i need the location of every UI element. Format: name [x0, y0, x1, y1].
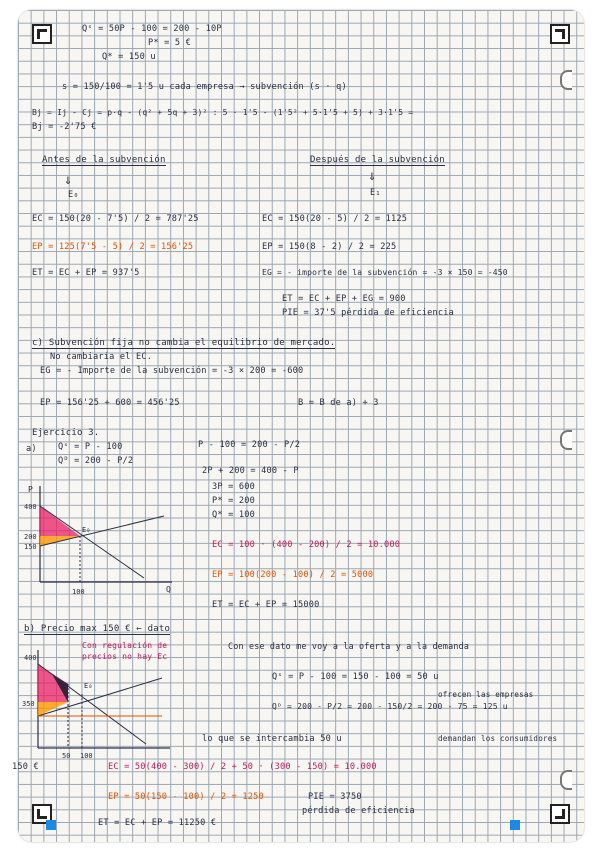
notebook-page [12, 10, 584, 842]
graph-a [24, 480, 174, 600]
blue-marker [46, 820, 56, 830]
pie-b-line: PIE = 3750 [308, 792, 362, 802]
tick-label: 200 [24, 533, 37, 541]
eq-solve-3: 3P = 600 [212, 482, 255, 492]
top-right-corner-mark [550, 24, 570, 44]
eq-solve-5: Q* = 100 [212, 510, 255, 520]
ep-3-line: EP = 100(200 - 100) / 2 = 5000 [212, 570, 374, 580]
ec-3-line: EC = 100 · (400 - 200) / 2 = 10.000 [212, 540, 401, 550]
supply-equation-line: Qˢ = 50P - 100 = 200 - 10P [82, 24, 222, 34]
eq-solve-2: 2P + 200 = 400 - P [202, 466, 299, 476]
binder-hole [560, 430, 572, 450]
eq-point-label: E₀ [82, 526, 91, 534]
eq-label: E₀ [68, 190, 79, 200]
price-eq-line: P* = 5 € [148, 38, 191, 48]
pie-b-note: pérdida de eficiencia [302, 806, 415, 816]
eq-solve-4: P* = 200 [212, 496, 255, 506]
producer-surplus-area [38, 702, 68, 716]
consumers-demand-note: demandan los consumidores [438, 734, 558, 743]
tick-label: 400 [24, 654, 37, 662]
pie-line: PIE = 37'5 pérdida de eficiencia [282, 308, 454, 318]
binder-hole [560, 770, 572, 790]
ec-before-line: EC = 150(20 - 7'5) / 2 = 787'25 [32, 214, 199, 224]
tick-label: 100 [80, 752, 93, 760]
qd-b-line: Qᴰ = 200 - P/2 = 200 - 150/2 = 200 - 75 = 125 u [272, 702, 508, 711]
eg-c-line: EG = - Importe de la subvención = -3 × 200 = -600 [40, 366, 304, 376]
et-b-line: ET = EC + EP = 11250 € [98, 818, 217, 828]
firms-offer-note: ofrecen las empresas [438, 690, 534, 699]
bottom-right-corner-mark [550, 804, 570, 824]
b-c-line: B = B de a) + 3 [298, 398, 379, 408]
tick-label: 150 [24, 543, 37, 551]
tick-label: 400 [24, 503, 37, 511]
top-left-corner-mark [32, 24, 52, 44]
ep-after-line: EP = 150(8 - 2) / 2 = 225 [262, 242, 397, 252]
et-before-line: ET = EC + EP = 937'5 [32, 268, 140, 278]
q-axis-label: Q [166, 585, 171, 594]
section-c-line: No cambiaría el EC. [50, 352, 153, 362]
demand-3-line: Qᴰ = 200 - P/2 [58, 456, 134, 466]
supply-3-line: Qˢ = P - 100 [58, 442, 123, 452]
arrow-down-icon: ⇓ [64, 172, 73, 188]
part-b-heading: b) Precio max 150 € ← dato [24, 624, 171, 634]
section-c-heading: c) Subvención fija no cambia el equilibrio de mercado. [32, 338, 336, 348]
regulation-note: Con regulación de precios no hay Ec [82, 641, 168, 661]
p-axis-label: P [28, 485, 33, 494]
exercise-3-heading: Ejercicio 3. [32, 428, 100, 438]
before-subsidy-heading: Antes de la subvención [42, 155, 166, 165]
quantity-eq-line: Q* = 150 u [102, 52, 156, 62]
eq-label: E₁ [370, 188, 381, 198]
arrow-down-icon: ⇓ [368, 168, 377, 184]
ep-before-line: EP = 125(7'5 - 5) / 2 = 156'25 [32, 242, 194, 252]
ep-b-line: EP = 50(150 - 100) / 2 = 1250 [108, 792, 264, 802]
ep-c-line: EP = 156'25 + 600 = 456'25 [40, 398, 180, 408]
exchange-line: lo que se intercambia 50 u [202, 734, 342, 744]
qs-b-line: Qˢ = P - 100 = 150 - 100 = 50 u [272, 672, 439, 682]
part-a-label: a) [26, 444, 37, 454]
margin-price-label: 150 € [12, 762, 39, 772]
blue-marker [510, 820, 520, 830]
eg-line: EG = - importe de la subvención = -3 × 150 = -450 [262, 268, 508, 277]
supply-demand-note: Con ese dato me voy a la oferta y a la demanda [228, 641, 470, 651]
tick-label: 350 [22, 700, 35, 708]
et-after-line: ET = EC + EP + EG = 900 [282, 294, 406, 304]
after-subsidy-heading: Después de la subvención [310, 155, 445, 165]
tick-label: 100 [72, 588, 85, 596]
et-3-line: ET = EC + EP = 15000 [212, 600, 320, 610]
tick-label: 50 [62, 752, 71, 760]
eq-point-label: E₀ [84, 682, 93, 690]
subsidy-line: s = 150/100 = 1'5 u cada empresa → subvención (s · q) [62, 82, 347, 92]
profit-line: Bj = Ij - Cj = p·q - (q² + 5q + 3)² : 5 · 1'5 - (1'5² + 5·1'5 + 5) + 3·1'5 = [32, 108, 414, 117]
binder-hole [560, 70, 572, 90]
eq-solve-1: P - 100 = 200 - P/2 [198, 440, 301, 450]
ec-after-line: EC = 150(20 - 5) / 2 = 1125 [262, 214, 408, 224]
profit-result-line: Bj = -2'75 € [32, 122, 97, 132]
graph-b [22, 644, 172, 764]
ec-b-line: EC = 50(400 - 300) / 2 + 50 · (300 - 150) = 10.000 [108, 762, 377, 772]
